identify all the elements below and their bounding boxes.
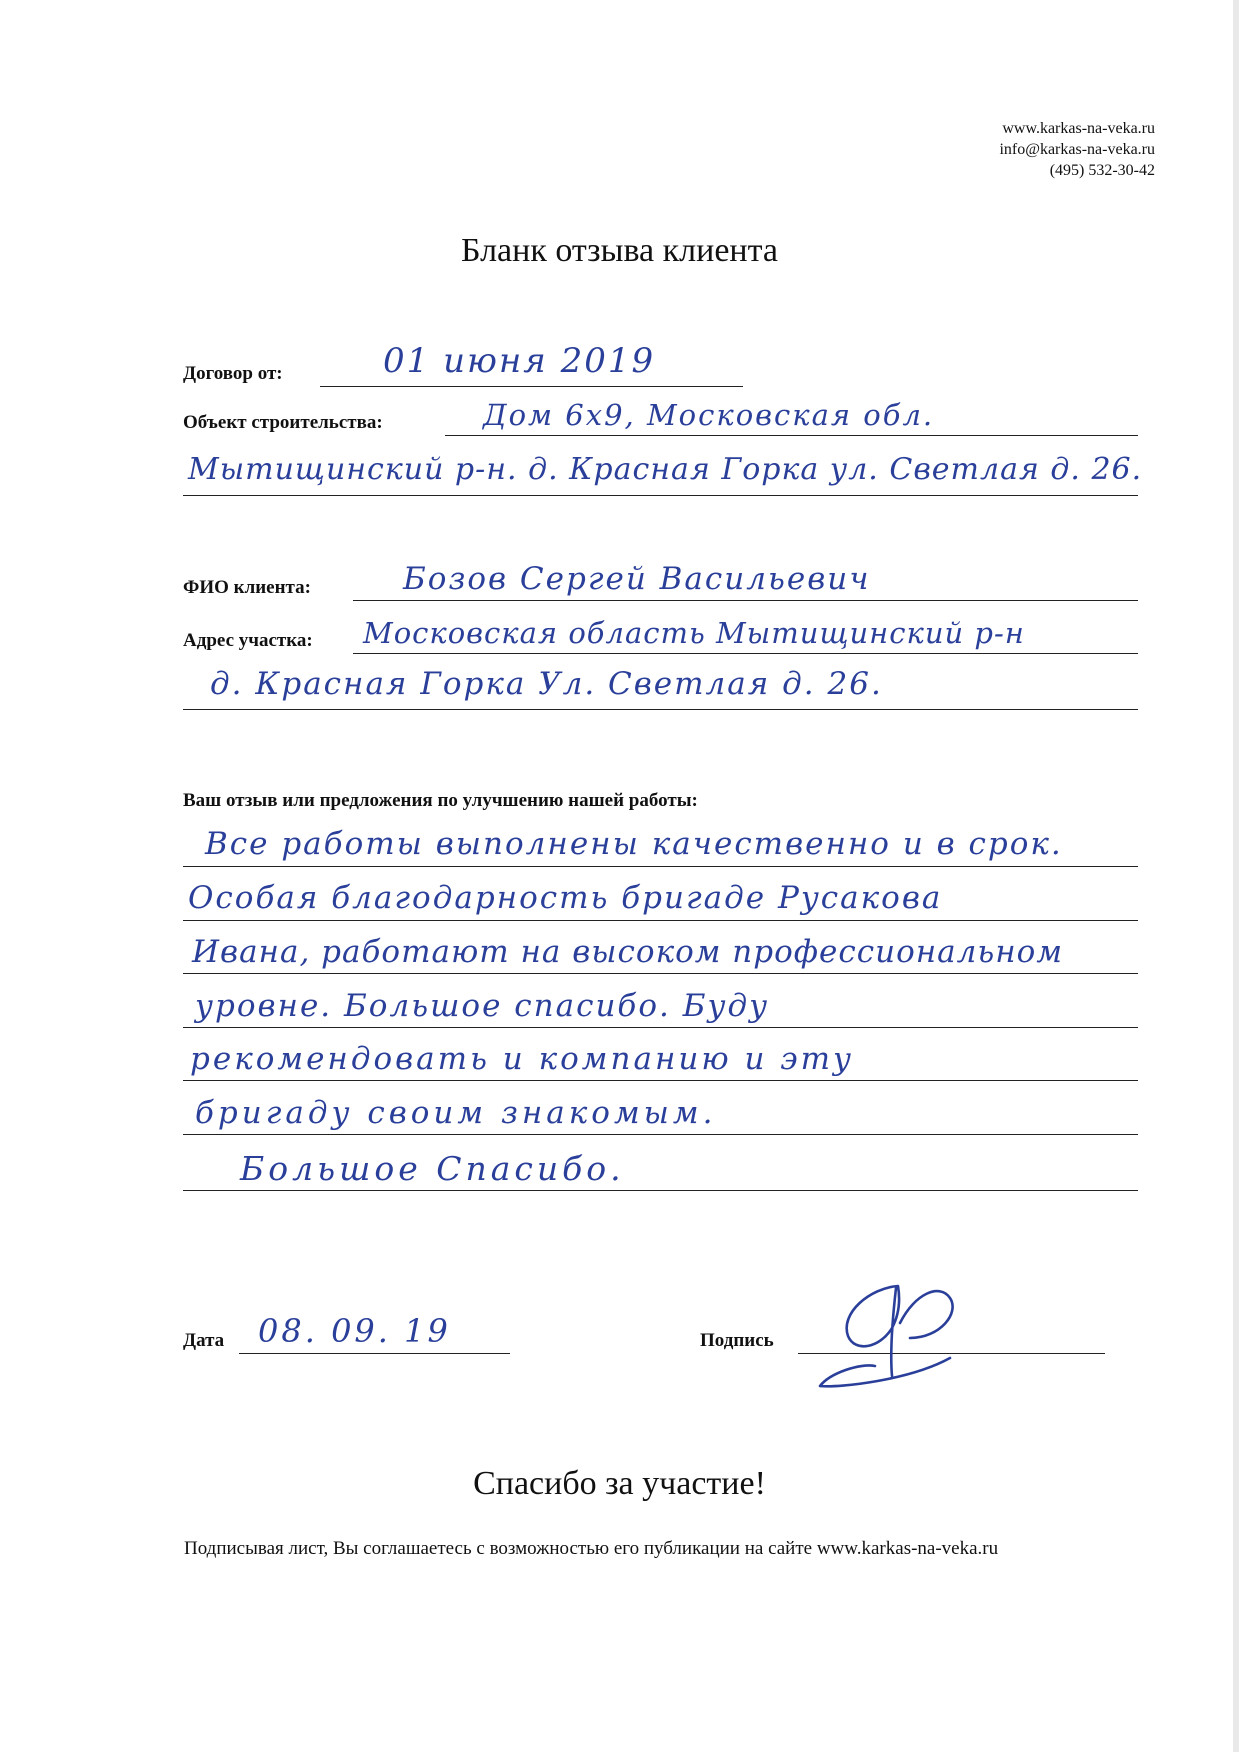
review-line-5: [183, 1080, 1138, 1081]
review-line-2: [183, 920, 1138, 921]
contacts-block: [999, 118, 1155, 181]
object-line: [445, 435, 1138, 436]
client-line: [353, 600, 1138, 601]
review-line-1: [183, 866, 1138, 867]
date-label: Дата: [183, 1330, 225, 1351]
review-line-3: [183, 973, 1138, 974]
review-text-2[interactable]: Особая благодарность бригаде Русакова: [188, 880, 943, 916]
review-label: Ваш отзыв или предложения по улучшению нашей работы:: [183, 790, 698, 811]
review-text-3[interactable]: Ивана, работают на высоком профессиональном: [192, 934, 1064, 970]
review-text-6[interactable]: бригаду своим знакомым.: [195, 1095, 717, 1131]
contract-label: Договор от:: [183, 363, 283, 384]
address-field: [183, 614, 1138, 654]
review-text-1[interactable]: Все работы выполнены качественно и в срок.: [205, 826, 1063, 862]
review-line-7: [183, 1190, 1138, 1191]
address-value-2[interactable]: д. Красная Горка Ул. Светлая д. 26.: [210, 666, 883, 702]
contact-email: info@karkas-na-veka.ru: [999, 141, 1155, 158]
object-line-2: [183, 495, 1138, 496]
client-value[interactable]: Бозов Сергей Васильевич: [403, 561, 871, 597]
address-line-2: [183, 709, 1138, 710]
date-line: [239, 1353, 510, 1354]
review-line-6: [183, 1134, 1138, 1135]
client-field: [183, 561, 1138, 601]
object-value-2[interactable]: Мытищинский р-н. д. Красная Горка ул. Светлая д. 26.: [188, 452, 1143, 487]
date-field: [183, 1314, 510, 1354]
contract-line: [320, 386, 743, 387]
contract-value[interactable]: 01 июня 2019: [383, 341, 656, 381]
signature-label: Подпись: [700, 1330, 774, 1351]
address-value-1[interactable]: Московская область Мытищинский р-н: [363, 616, 1025, 650]
contact-website: www.karkas-na-veka.ru: [1002, 120, 1155, 137]
client-label: ФИО клиента:: [183, 577, 311, 598]
handwritten-signature-icon: [800, 1268, 970, 1393]
contact-phone: (495) 532-30-42: [1049, 162, 1155, 179]
review-line-4: [183, 1027, 1138, 1028]
object-label: Объект строительства:: [183, 412, 383, 433]
thanks-heading: Спасибо за участие!: [473, 1465, 766, 1502]
review-text-5[interactable]: рекомендовать и компанию и эту: [190, 1041, 855, 1077]
form-title: Бланк отзыва клиента: [461, 232, 778, 269]
address-line: [353, 653, 1138, 654]
publication-note: Подписывая лист, Вы соглашаетесь с возможностью его публикации на сайте www.karkas-na-veka.ru: [184, 1538, 999, 1559]
date-value[interactable]: 08. 09. 19: [258, 1312, 451, 1350]
contract-field: [183, 341, 743, 387]
address-label: Адрес участка:: [183, 630, 313, 651]
object-field: [183, 396, 1138, 436]
review-text-7[interactable]: Большое Спасибо.: [240, 1149, 625, 1188]
review-text-4[interactable]: уровне. Большое спасибо. Буду: [195, 988, 770, 1024]
object-value-1[interactable]: Дом 6х9, Московская обл.: [483, 398, 935, 432]
